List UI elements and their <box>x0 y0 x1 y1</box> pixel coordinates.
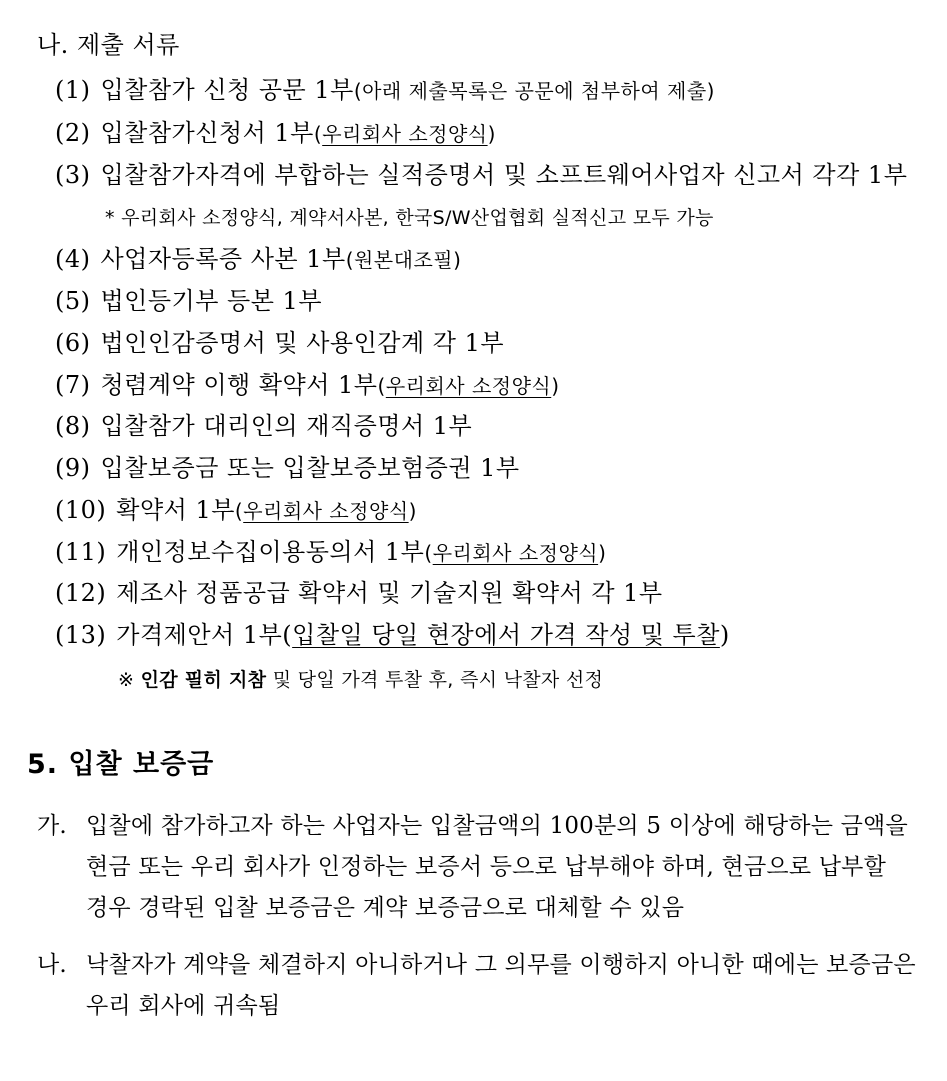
item-number: (7) <box>55 371 91 399</box>
item-number: (11) <box>55 538 107 566</box>
item-text: 입찰보증금 또는 입찰보증보험증권 1부 <box>100 454 520 482</box>
item-text: 가격제안서 1부 <box>116 621 283 649</box>
section-na-title: 나. 제출 서류 <box>37 31 180 59</box>
item-text: 법인등기부 등본 1부 <box>100 287 322 315</box>
item-note: (아래 제출목록은 공문에 첨부하여 제출) <box>353 79 715 103</box>
list-item-6 <box>55 328 504 358</box>
item-number: (8) <box>55 412 91 440</box>
item-text: 입찰참가 신청 공문 1부 <box>100 76 354 104</box>
item-number: (1) <box>55 76 91 104</box>
item-text: 개인정보수집이용동의서 1부 <box>116 538 425 566</box>
item-note: (우리회사 소정양식) <box>377 374 560 398</box>
item-number: (13) <box>55 621 107 649</box>
item-text: 입찰참가 대리인의 재직증명서 1부 <box>100 412 473 440</box>
list-item-1 <box>55 75 715 106</box>
list-item-13 <box>55 620 730 650</box>
section-5-heading: 5. 입찰 보증금 <box>27 749 215 780</box>
item-note: (원본대조필) <box>345 248 462 272</box>
list-item-2 <box>55 118 496 149</box>
item-text: 사업자등록증 사본 1부 <box>100 245 346 273</box>
para-na-line-1: 낙찰자가 계약을 체결하지 아니하거나 그 의무를 이행하지 아니한 때에는 보증금은 <box>86 952 916 978</box>
item-number: (5) <box>55 287 91 315</box>
item-text: 법인인감증명서 및 사용인감계 각 1부 <box>100 329 505 357</box>
para-ga-line-2: 현금 또는 우리 회사가 인정하는 보증서 등으로 납부해야 하며, 현금으로 납부할 <box>86 854 886 880</box>
list-item-4 <box>55 244 461 275</box>
list-item-10 <box>55 495 417 526</box>
item-text: 입찰참가자격에 부합하는 실적증명서 및 소프트웨어사업자 신고서 각각 1부 <box>100 161 908 189</box>
reference-mark: ※ <box>118 669 135 691</box>
item-note: (우리회사 소정양식) <box>234 499 417 523</box>
item-text: 확약서 1부 <box>116 496 235 524</box>
note-rest: 및 당일 가격 투찰 후, 즉시 낙찰자 선정 <box>272 669 604 691</box>
para-na-label: 나. <box>37 952 67 978</box>
item-number: (10) <box>55 496 107 524</box>
para-ga-line-3: 경우 경락된 입찰 보증금은 계약 보증금으로 대체할 수 있음 <box>86 895 685 921</box>
list-item-8 <box>55 411 472 441</box>
item-note: (입찰일 당일 현장에서 가격 작성 및 투찰) <box>282 621 730 649</box>
list-item-3 <box>55 160 907 190</box>
list-item-12 <box>55 578 663 608</box>
item-13-sub-note <box>118 665 603 695</box>
item-number: (9) <box>55 454 91 482</box>
para-na-line-2: 우리 회사에 귀속됨 <box>86 993 281 1019</box>
list-item-9 <box>55 453 520 483</box>
item-text: 입찰참가신청서 1부 <box>100 119 314 147</box>
bold-note: 인감 필히 지참 <box>140 669 267 691</box>
para-ga-label: 가. <box>37 813 67 839</box>
item-note: (우리회사 소정양식) <box>313 122 496 146</box>
item-number: (12) <box>55 579 107 607</box>
list-item-5 <box>55 286 322 316</box>
item-number: (4) <box>55 245 91 273</box>
item-number: (6) <box>55 329 91 357</box>
item-text: 제조사 정품공급 확약서 및 기술지원 확약서 각 1부 <box>116 579 663 607</box>
item-number: (3) <box>55 161 91 189</box>
list-item-11 <box>55 537 606 568</box>
item-number: (2) <box>55 119 91 147</box>
item-3-sub-note: * 우리회사 소정양식, 계약서사본, 한국S/W산업협회 실적신고 모두 가능 <box>105 207 714 229</box>
item-text: 청렴계약 이행 확약서 1부 <box>100 371 378 399</box>
para-ga-line-1: 입찰에 참가하고자 하는 사업자는 입찰금액의 100분의 5 이상에 해당하는 금액을 <box>86 813 908 839</box>
item-note: (우리회사 소정양식) <box>424 541 607 565</box>
list-item-7 <box>55 370 560 401</box>
